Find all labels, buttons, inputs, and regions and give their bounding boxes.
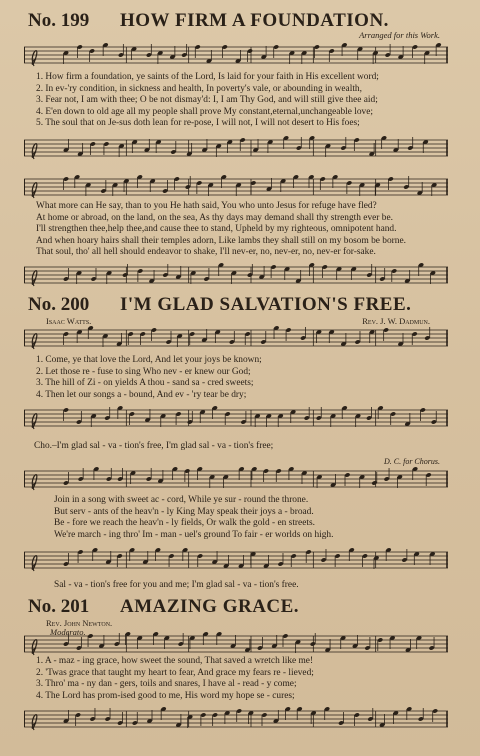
verse-line: What more can He say, than to you He hath said, You who unto Jesus for refuge have fled? [36,201,377,211]
verse-line: 2. Let those re - fuse to sing Who nev - er knew our God; [36,366,251,377]
hymn-title: AMAZING GRACE. [120,596,300,617]
hymn-number: No. 201 [28,596,90,617]
verse-line: 1. Come, ye that love the Lord, And let your joys be known; [36,355,262,365]
music-staff [24,322,448,354]
verse-line: 1. How firm a foundation, ye saints of the Lord, Is laid for your faith in His excellent word; [36,72,379,82]
verse-block [54,495,466,541]
verse-block [36,201,448,259]
arranger-credit: Arranged for this Work. [359,30,440,40]
verse-line: 4. E'en down to old age all my people shall prove My constant,eternal,unchangeable love; [36,106,374,117]
verse-line: 3. Fear not, I am with thee; O be not dismay'd: I, I am Thy God, and will still give thee aid; [36,95,378,106]
music-staff [24,172,448,202]
chorus-line: Cho.–I'm glad sal - va - tion's free, I'm glad sal - va - tion's free; [34,441,274,451]
hymn-200-header [28,294,411,316]
verse-line: 5. The soul that on Je-sus doth lean for re-pose, I will not, I will not desert to His foes; [36,118,360,129]
verse-line: But serv - ants of the heav'n - ly King May speak their joys a - broad. [54,506,314,517]
verse-line: 1. A - maz - ing grace, how sweet the sound, That saved a wretch like me! [36,656,314,666]
author-credit: Rev. John Newton. [46,618,113,628]
hymn-number: No. 199 [28,10,90,31]
verse-line: 4. Then let our songs a - bound, And ev - 'ry tear be dry; [36,389,247,400]
verse-line: And when hoary hairs shall their temples adorn, Like lambs they shall still on my bosom be borne. [36,235,406,246]
verse-block [36,656,448,702]
music-staff [24,131,448,165]
verse-line: 3. The hill of Zi - on yields A thou - sand sa - cred sweets; [36,378,254,389]
verse-line: 2. 'Twas grace that taught my heart to fear, And grace my fears re - lieved; [36,667,314,678]
music-staff [24,403,448,433]
hymn-title: HOW FIRM A FOUNDATION. [120,10,389,31]
music-staff [24,545,448,575]
verse-line: 4. The Lord has prom-ised good to me, His word my hope se - cures; [36,690,295,701]
hymn-title: I'M GLAD SALVATION'S FREE. [120,294,412,315]
music-staff [24,38,448,72]
dc-note: D. C. for Chorus. [383,457,440,466]
verse-line: Be - fore we reach the heav'n - ly fields, Or walk the gold - en streets. [54,518,315,529]
music-staff [24,704,448,734]
hymn-201-header [28,596,299,618]
music-staff [24,464,448,494]
verse-line: 2. In ev-'ry condition, in sickness and health, In poverty's vale, or abounding in wealth, [36,83,362,94]
chorus-end-line: Sal - va - tion's free for you and me; I'm glad sal - va - tion's free. [54,580,299,590]
music-staff [24,260,448,290]
hymn-number: No. 200 [28,294,90,315]
verse-line: We're march - ing thro' Im - man - uel's ground To fair - er worlds on high. [54,529,334,540]
verse-line: 3. Thro' ma - ny dan - gers, toils and snares, I have al - read - y come; [36,679,297,690]
hymn-199-header [28,10,389,32]
verse-line: I'll strengthen thee,help thee,and cause thee to stand, Upheld by my righteous, omnipotent hand. [36,224,397,235]
verse-line: That soul, tho' all hell should endeavor to shake, I'll nev-er, no, nev-er, no, nev-er for-sake. [36,247,376,258]
composer-credit: Rev. J. W. Dadmun. [362,316,430,326]
author-credit: Isaac Watts. [46,316,92,326]
verse-line: Join in a song with sweet ac - cord, While ye sur - round the throne. [54,495,309,505]
verse-block [36,72,448,130]
verse-line: At home or abroad, on the land, on the sea, As thy days may demand shall thy strength ever be. [36,212,393,223]
tempo-marking: Moderato. [50,627,86,637]
verse-block [36,355,448,401]
